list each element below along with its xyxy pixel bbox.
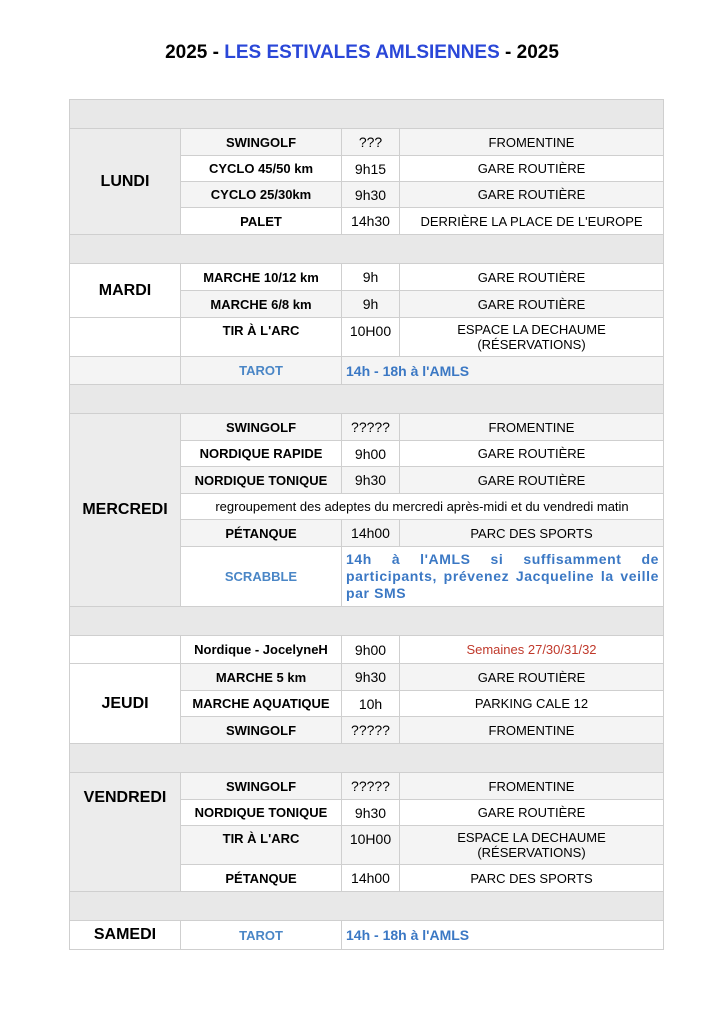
time-cell: 14h00 xyxy=(342,865,400,892)
place-cell: PARC DES SPORTS xyxy=(400,520,664,547)
table-row xyxy=(70,318,664,357)
activity-cell: MARCHE AQUATIQUE xyxy=(181,691,342,717)
day-samedi: SAMEDI xyxy=(70,921,181,950)
schedule-table xyxy=(69,99,664,950)
activity-cell: SWINGOLF xyxy=(181,414,342,441)
activity-cell: NORDIQUE TONIQUE xyxy=(181,467,342,494)
time-cell: 9h30 xyxy=(342,182,400,208)
table-row xyxy=(70,414,664,441)
activity-cell: Nordique - JocelyneH xyxy=(181,636,342,664)
title-year-right: - 2025 xyxy=(499,42,559,63)
title-name: LES ESTIVALES AMLSIENNES xyxy=(224,42,500,63)
separator-row xyxy=(70,607,664,636)
place-cell: GARE ROUTIÈRE xyxy=(400,182,664,208)
place-cell: GARE ROUTIÈRE xyxy=(400,264,664,291)
day-lundi: LUNDI xyxy=(70,129,181,235)
activity-cell: NORDIQUE RAPIDE xyxy=(181,441,342,467)
day-vendredi: VENDREDI xyxy=(70,773,181,892)
activity-cell-tarot: TAROT xyxy=(181,357,342,385)
activity-cell: TIR À L'ARC xyxy=(181,826,342,865)
info-cell: 14h - 18h à l'AMLS xyxy=(342,357,664,385)
activity-cell: MARCHE 6/8 km xyxy=(181,291,342,318)
activity-cell: PÉTANQUE xyxy=(181,865,342,892)
table-row xyxy=(70,636,664,664)
activity-cell: PALET xyxy=(181,208,342,235)
time-cell: ????? xyxy=(342,717,400,744)
time-cell: 9h30 xyxy=(342,664,400,691)
place-cell: GARE ROUTIÈRE xyxy=(400,291,664,318)
separator-row xyxy=(70,235,664,264)
activity-cell: SWINGOLF xyxy=(181,717,342,744)
table-row xyxy=(70,357,664,385)
activity-cell: MARCHE 5 km xyxy=(181,664,342,691)
place-cell: FROMENTINE xyxy=(400,129,664,156)
time-cell: 9h00 xyxy=(342,441,400,467)
activity-cell: SWINGOLF xyxy=(181,129,342,156)
time-cell: 14h00 xyxy=(342,520,400,547)
info-cell: 14h à l'AMLS si suffisamment de participants, prévenez Jacqueline la veille par SMS xyxy=(342,547,664,607)
time-cell: 10H00 xyxy=(342,318,400,357)
page-title xyxy=(0,42,724,64)
place-cell: GARE ROUTIÈRE xyxy=(400,467,664,494)
info-cell: 14h - 18h à l'AMLS xyxy=(342,921,664,950)
activity-cell: CYCLO 45/50 km xyxy=(181,156,342,182)
note-cell: regroupement des adeptes du mercredi après-midi et du vendredi matin xyxy=(181,494,664,520)
activity-cell: SWINGOLF xyxy=(181,773,342,800)
activity-cell-scrabble: SCRABBLE xyxy=(181,547,342,607)
place-cell: FROMENTINE xyxy=(400,414,664,441)
table-row xyxy=(70,921,664,950)
activity-cell: MARCHE 10/12 km xyxy=(181,264,342,291)
activity-cell: TIR À L'ARC xyxy=(181,318,342,357)
table-row xyxy=(70,664,664,691)
place-cell: GARE ROUTIÈRE xyxy=(400,800,664,826)
table-row xyxy=(70,264,664,291)
place-cell: FROMENTINE xyxy=(400,717,664,744)
time-cell: 10H00 xyxy=(342,826,400,865)
day-mardi: MARDI xyxy=(70,264,181,318)
place-cell: DERRIÈRE LA PLACE DE L'EUROPE xyxy=(400,208,664,235)
day-mercredi: MERCREDI xyxy=(70,414,181,607)
day-jeudi: JEUDI xyxy=(70,664,181,744)
table-row xyxy=(70,129,664,156)
table-row xyxy=(70,773,664,800)
time-cell: 10h xyxy=(342,691,400,717)
place-cell: Semaines 27/30/31/32 xyxy=(400,636,664,664)
time-cell: 9h30 xyxy=(342,800,400,826)
place-cell: ESPACE LA DECHAUME (RÉSERVATIONS) xyxy=(400,318,664,357)
place-cell: ESPACE LA DECHAUME (RÉSERVATIONS) xyxy=(400,826,664,865)
activity-cell: PÉTANQUE xyxy=(181,520,342,547)
place-cell: GARE ROUTIÈRE xyxy=(400,664,664,691)
time-cell: ????? xyxy=(342,414,400,441)
activity-cell-tarot: TAROT xyxy=(181,921,342,950)
time-cell: ????? xyxy=(342,773,400,800)
time-cell: 9h xyxy=(342,291,400,318)
separator-row xyxy=(70,100,664,129)
separator-row xyxy=(70,744,664,773)
separator-row xyxy=(70,385,664,414)
time-cell: 9h00 xyxy=(342,636,400,664)
place-cell: PARKING CALE 12 xyxy=(400,691,664,717)
time-cell: 9h xyxy=(342,264,400,291)
time-cell: ??? xyxy=(342,129,400,156)
activity-cell: CYCLO 25/30km xyxy=(181,182,342,208)
activity-cell: NORDIQUE TONIQUE xyxy=(181,800,342,826)
place-cell: FROMENTINE xyxy=(400,773,664,800)
time-cell: 14h30 xyxy=(342,208,400,235)
title-year-left: 2025 - xyxy=(165,42,225,63)
place-cell: PARC DES SPORTS xyxy=(400,865,664,892)
place-cell: GARE ROUTIÈRE xyxy=(400,156,664,182)
place-cell: GARE ROUTIÈRE xyxy=(400,441,664,467)
time-cell: 9h15 xyxy=(342,156,400,182)
time-cell: 9h30 xyxy=(342,467,400,494)
separator-row xyxy=(70,892,664,921)
